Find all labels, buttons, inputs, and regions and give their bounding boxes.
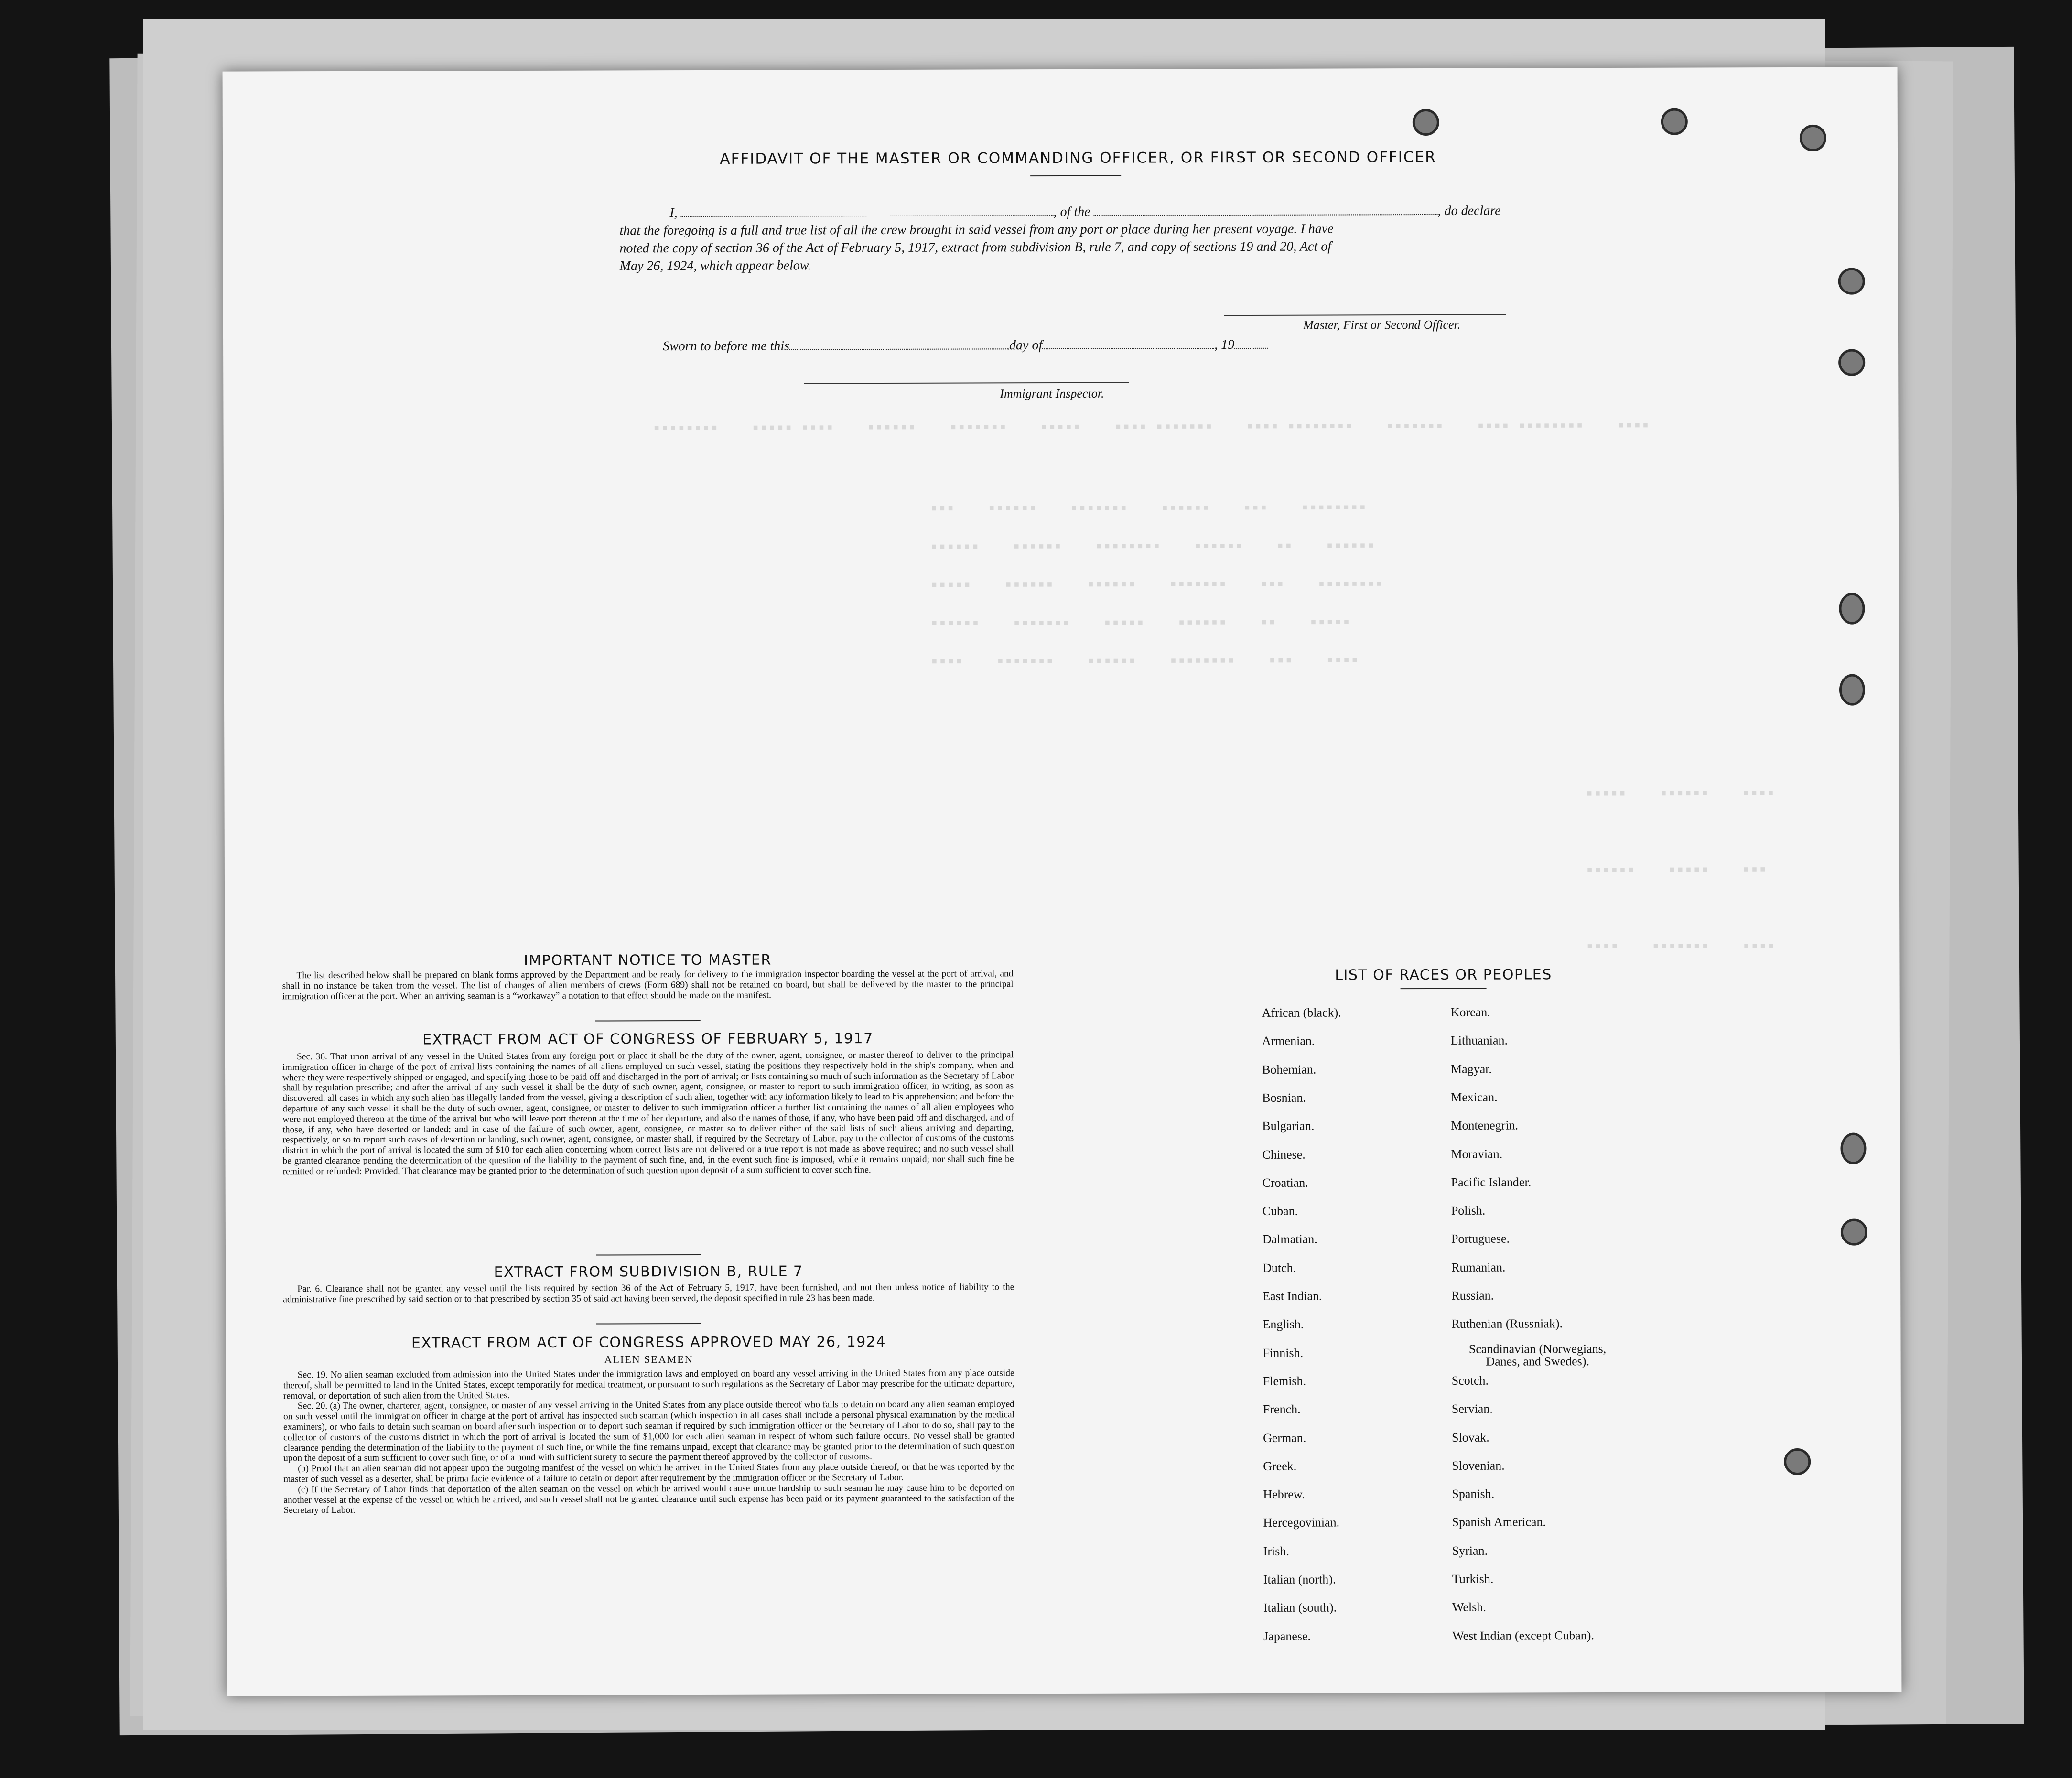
extract-rule7-title: EXTRACT FROM SUBDIVISION B, RULE 7 [494,1263,803,1281]
extract-1924-subtitle: ALIEN SEAMEN [604,1353,693,1366]
punch-hole-icon [1838,268,1865,295]
race-item: Hercegovinian. [1263,1515,1340,1530]
divider [1030,175,1121,176]
race-item: Croatian. [1262,1175,1308,1190]
master-signature-line [1224,314,1506,316]
race-item: Slovenian. [1452,1458,1505,1473]
master-signature-label: Master, First or Second Officer. [1303,317,1461,332]
race-item: Irish. [1263,1544,1289,1558]
affidavit-line-2: that the foregoing is a full and true list of all the crew brought in said vessel from any port or place during her present voyage. I have [619,221,1334,238]
race-item: African (black). [1262,1005,1341,1020]
punch-hole-icon [1413,109,1439,136]
race-item: Slovak. [1452,1430,1489,1444]
affidavit-line-4: May 26, 1924, which appear below. [619,258,811,274]
show-through-text: ▪▪▪▪▪▪ ▪▪▪▪▪ ▪▪▪ [1586,863,1768,876]
race-item: Russian. [1451,1288,1494,1303]
races-title: LIST OF RACES OR PEOPLES [1335,966,1552,984]
race-item: Bosnian. [1262,1090,1306,1105]
race-item: Korean. [1450,1005,1490,1019]
race-item: Scotch. [1451,1373,1489,1388]
race-item: Mexican. [1451,1090,1498,1104]
race-item: Finnish. [1263,1346,1304,1360]
punch-hole-icon [1839,593,1865,625]
affidavit-title: AFFIDAVIT OF THE MASTER OR COMMANDING OFFICER, OR FIRST OR SECOND OFFICER [720,148,1436,168]
race-item: Scandinavian (Norwegians, Danes, and Swedes). [1468,1341,1607,1369]
form-page [223,67,1902,1696]
race-item: German. [1263,1431,1306,1445]
divider [596,1254,701,1256]
race-item: Greek. [1263,1459,1297,1473]
divider [596,1323,701,1325]
show-through-text: ▪▪▪▪▪ ▪▪▪▪▪▪ ▪▪▪▪▪▪ ▪▪▪▪▪▪▪ ▪▪▪ ▪▪▪▪▪▪▪▪ [931,577,1384,591]
extract-1917-text: Sec. 36. That upon arrival of any vessel in the United States from any foreign port or place it shall be the duty of the owner, agent, consignee, or master thereof to deliver to the principal immigration officer in charge of the port of arrival lists containing the names of all aliens employed on such vessel, stating the positions they respectively hold in the ship's company, when and where they were respectively shipped or engaged, and specifying those to be paid off and discharged in the port of arrival; or lists containing so much of such information as the Secretary of Labor shall by regulation prescribe; and after the arrival of any such vessel it shall be the duty of such owner, agent, consignee, or master to report to such immigration officer, in writing, as soon as discovered, all cases in which any such alien has illegally landed from the vessel, giving a description of such alien, together with any information likely to lead to his apprehension; and before the departure of any such vessel it shall be the duty of such owner, agent, consignee, or master to deliver to such immigration officer a further list containing the names of all alien employees who were not employed thereon at the time of the arrival but who will leave port thereon at the time of her departure, and also the names of those, if any, who have been paid off and discharged, and of those, if any, who have deserted or landed; and in case of the failure of such owner, agent, consignee, or master so to deliver either of the said lists of such aliens arriving and departing, respectively, or so to report such cases of desertion or landing, such owner, agent, consignee, or master shall, if required by the Secretary of Labor, pay to the collector of customs of the customs district in which the port of arrival is located the sum of $10 for each alien concerning whom correct lists are not delivered or a true report is not made as above required; and no such vessel shall be granted clearance pending the determination of the question of the liability to the payment of such fine, and, in the event such fine is imposed, while it remains unpaid; nor shall such fine be remitted or refunded: Provided, That clearance may be granted prior to the determination of such question upon deposit of a sum sufficient to cover such fine. [282,1050,1014,1177]
show-through-text: ▪▪▪▪▪▪ ▪▪▪▪▪▪ ▪▪▪▪▪▪▪▪ ▪▪▪▪▪▪ ▪▪ ▪▪▪▪▪▪ [931,539,1376,552]
race-item: Bulgarian. [1262,1119,1315,1133]
extract-rule7-text: Par. 6. Clearance shall not be granted any vessel until the lists required by section 36 of the Act of February 5, 1917, have been furnished, and not then unless notice of liability to the administrative fine prescribed by said section or to that prescribed by section 35 of said act having been served, the deposit specified in rule 23 has been made. [283,1282,1014,1305]
race-item: Spanish American. [1452,1515,1546,1530]
race-item: Hebrew. [1263,1487,1305,1501]
race-item: Turkish. [1452,1572,1494,1586]
section-20c-text: (c) If the Secretary of Labor finds that deportation of the alien seaman on the vessel on which he arrived would cause undue hardship to such seaman he may cause him to be deported on another vessel at the expense of the vessel on which he arrived, and such vessel shall not be granted clearance until such expense has been paid or its payment guaranteed to the satisfaction of the Secretary of Labor. [283,1483,1015,1516]
race-item: Lithuanian. [1450,1033,1508,1048]
race-item: Magyar. [1450,1062,1492,1076]
section-19-text: Sec. 19. No alien seaman excluded from admission into the United States under the immigration laws and employed on board any vessel arriving in the United States from any place outside thereof, shall be permitted to land in the United States, except temporarily for medical treatment, or pursuant to such regulations as the Secretary of Labor may prescribe for the ultimate departure, removal, or deportation of such alien from the United States. [283,1368,1014,1401]
section-20b-text: (b) Proof that an alien seaman did not appear upon the outgoing manifest of the vessel on which he arrived in the United States from any place outside thereof, or that he was reported by the master of such vessel as a deserter, shall be prima facie evidence of a failure to detain or deport after requirement by the immigration officer or the Secretary of Labor. [283,1462,1015,1485]
show-through-text: ▪▪▪▪▪▪ ▪▪▪▪▪▪▪ ▪▪▪▪▪ ▪▪▪▪▪▪ ▪▪ ▪▪▪▪▪ [931,615,1352,629]
section-20a-text: Sec. 20. (a) The owner, charterer, agent, consignee, or master of any vessel arriving in the United States from any place outside thereof who fails to detain on board any alien seaman employed on such vessel until the immigration officer in charge at the port of arrival has inspected such seaman (which inspection in all cases shall include a personal physical examination by the medical examiners), or who fails to detain such seaman on board after such inspection or to deport such seaman if required by such immigration officer or the Secretary of Labor to do so, shall pay to the collector of customs of the customs district in which the port of arrival is located the sum of $1,000 for each alien seaman in respect of whom such failure occurs. No vessel shall be granted clearance pending the determination of the liability to the payment of such fine, or while the fine remains unpaid, except that clearance may be granted prior to the determination of such question upon the deposit of a sum sufficient to cover such fine, or of a bond with sufficient surety to secure the payment thereof approved by the collector of customs. [283,1399,1015,1464]
show-through-text: ▪▪▪▪▪ ▪▪▪▪▪▪ ▪▪▪▪ [1586,787,1776,799]
race-item: Portuguese. [1451,1231,1510,1246]
affidavit-line-1: I, , of the , do declare [669,203,1501,221]
punch-hole-icon [1840,1133,1866,1164]
extract-1917-title: EXTRACT FROM ACT OF CONGRESS OF FEBRUARY 5, 1917 [422,1030,874,1048]
race-item: Rumanian. [1451,1260,1506,1274]
race-item: Spanish. [1452,1487,1495,1501]
divider [595,1020,701,1022]
affidavit-line-3: noted the copy of section 36 of the Act of February 5, 1917, extract from subdivision B, rule 7, and copy of sections 19 and 20, Act of [619,239,1332,256]
race-item: Dutch. [1263,1261,1296,1275]
race-item: Syrian. [1452,1543,1488,1558]
punch-hole-icon [1661,108,1688,135]
race-item: Montenegrin. [1451,1118,1519,1133]
punch-hole-icon [1841,1219,1867,1246]
punch-hole-icon [1800,125,1826,151]
show-through-text: ▪▪▪ ▪▪▪▪▪▪ ▪▪▪▪▪▪▪ ▪▪▪▪▪▪ ▪▪▪ ▪▪▪▪▪▪▪▪ [930,501,1368,514]
notice-text: The list described below shall be prepared on blank forms approved by the Department and be ready for delivery to the immigration inspector boarding the vessel at the port of arrival, and shall in no instance be taken from the vessel. The list of changes of alien members of crews (Form 689) shall not be retained on board, but shall be delivered by the master to the principal immigration officer at the port. When an arriving seaman is a “workaway” a notation to that effect should be made on the manifest. [282,969,1014,1002]
race-item: East Indian. [1263,1289,1322,1303]
inspector-signature-line [804,382,1129,384]
race-item: West Indian (except Cuban). [1452,1628,1594,1643]
race-item: Japanese. [1263,1629,1311,1643]
race-item: French. [1263,1402,1301,1417]
extract-1924-title: EXTRACT FROM ACT OF CONGRESS APPROVED MAY 26, 1924 [411,1333,886,1352]
race-item: Polish. [1451,1203,1486,1218]
sworn-line: Sworn to before me this day of , 19 [663,337,1268,354]
punch-hole-icon [1838,349,1865,376]
race-item: Italian (south). [1263,1600,1337,1615]
race-item: Pacific Islander. [1451,1175,1532,1189]
race-item: Armenian. [1262,1034,1315,1048]
race-item: Servian. [1451,1401,1493,1416]
race-item: Flemish. [1263,1374,1306,1388]
inspector-signature-label: Immigrant Inspector. [1000,386,1104,401]
race-item: Ruthenian (Russniak). [1451,1316,1563,1331]
race-item: Moravian. [1451,1147,1503,1161]
race-item: Cuban. [1262,1204,1298,1218]
show-through-text: ▪▪▪▪▪▪▪▪ ▪▪▪▪▪ ▪▪▪▪ ▪▪▪▪▪▪ ▪▪▪▪▪▪▪ ▪▪▪▪▪ ▪▪▪▪ ▪▪▪▪▪▪▪ ▪▪▪▪ ▪▪▪▪▪▪▪▪ ▪▪▪▪▪▪▪ ▪▪▪▪ ▪▪▪▪▪▪▪▪ ▪▪▪▪ [653,419,1651,434]
show-through-text: ▪▪▪▪ ▪▪▪▪▪▪▪ ▪▪▪▪▪▪ ▪▪▪▪▪▪▪▪ ▪▪▪ ▪▪▪▪ [931,654,1360,667]
show-through-text: ▪▪▪▪ ▪▪▪▪▪▪▪ ▪▪▪▪ [1586,939,1777,952]
race-item: Chinese. [1262,1147,1306,1162]
race-item: Italian (north). [1263,1572,1336,1586]
notice-title: IMPORTANT NOTICE TO MASTER [524,951,772,969]
punch-hole-icon [1784,1448,1811,1475]
race-item: English. [1263,1317,1304,1332]
punch-hole-icon [1839,674,1865,706]
race-item: Dalmatian. [1262,1232,1317,1247]
divider [1401,988,1487,989]
extract-1924-text [283,1368,1015,1516]
race-item: Welsh. [1452,1600,1486,1615]
race-item: Bohemian. [1262,1062,1317,1077]
